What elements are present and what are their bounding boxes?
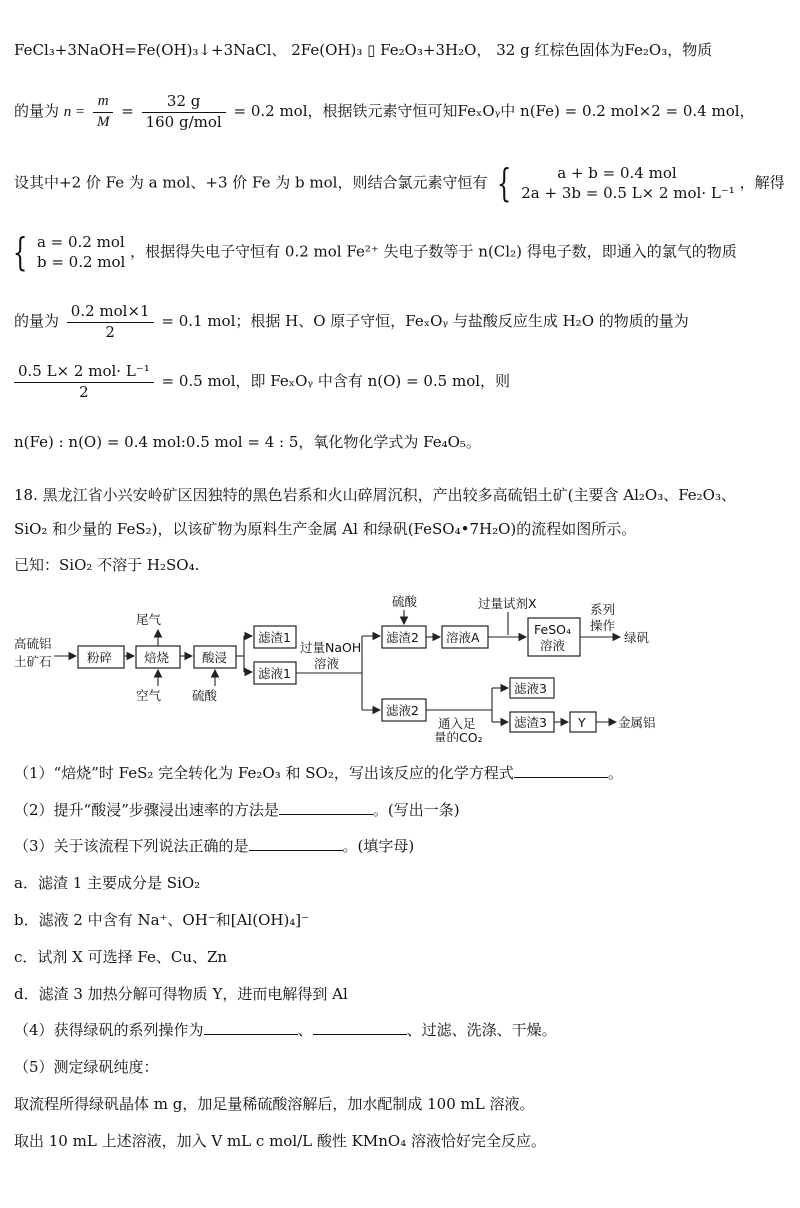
filtrate-1-label: 滤液1 <box>258 666 291 681</box>
option-c: c．试剂 X 可选择 Fe、Cu、Zn <box>14 948 228 966</box>
sub-question-3 <box>14 835 414 856</box>
answer-blank[interactable] <box>249 836 343 851</box>
fraction-numerator: m <box>93 92 114 113</box>
question-text: 。(写出一条) <box>372 801 460 819</box>
math-symbol: n = <box>63 104 86 120</box>
tail-gas-label: 尾气 <box>136 612 162 627</box>
option-b: b．滤液 2 中含有 Na⁺、OH⁻和[Al(OH)₄]⁻ <box>14 911 310 929</box>
process-flowchart <box>12 592 672 742</box>
question-text: （2）提升“酸浸”步骤浸出速率的方法是 <box>14 801 279 819</box>
fraction-denominator: 160 g/mol <box>145 112 222 131</box>
sub-question-5: （5）测定绿矾纯度： <box>14 1058 159 1076</box>
system-equation: 2a + 3b = 0.5 L× 2 mol· L⁻¹ <box>521 184 735 203</box>
raw-material-label: 土矿石 <box>14 654 52 669</box>
sub-question-1 <box>14 762 623 783</box>
question-text: 。(填字母) <box>342 837 415 855</box>
solution-text: = 0.5 mol，即 FeₓOᵧ 中含有 n(O) = 0.5 mol，则 <box>161 372 511 390</box>
answer-blank[interactable] <box>279 800 373 815</box>
solution-text: 设其中+2 价 Fe 为 a mol、+3 价 Fe 为 b mol，则结合氯元素守恒有 <box>14 173 488 192</box>
solution-text: 32 g 红棕色固体为Fe₂O₃，物质 <box>496 41 713 59</box>
air-label: 空气 <box>136 688 162 703</box>
filtrate-2-label: 滤液2 <box>386 703 419 718</box>
series-ops-label: 系列 <box>590 602 616 617</box>
solution-text: ，解得 <box>739 173 785 192</box>
solution-line-1 <box>14 40 712 61</box>
system-equation: b = 0.2 mol <box>36 253 126 272</box>
solution-text: = 0.1 mol；根据 H、O 原子守恒，FeₓOᵧ 与盐酸反应生成 H₂O 的物质的量为 <box>161 312 689 330</box>
left-brace-icon: { <box>12 230 28 275</box>
solution-line-3 <box>14 163 785 204</box>
fraction-water-moles <box>14 362 154 402</box>
sub-question-4 <box>14 1019 557 1040</box>
fraction-mass-over-molar-mass <box>142 92 226 132</box>
sulfuric-acid-label: 硫酸 <box>392 594 418 609</box>
question-text: （4）获得绿矾的系列操作为 <box>14 1021 204 1039</box>
fraction-m-over-M <box>93 92 114 132</box>
fraction-denominator: 2 <box>79 382 89 401</box>
equation-system <box>521 163 735 204</box>
equation-system <box>37 232 125 273</box>
series-ops-label: 操作 <box>590 618 616 633</box>
naoh-label: 溶液 <box>314 656 340 671</box>
sub-question-5-line-2: 取出 10 mL 上述溶液，加入 V mL c mol/L 酸性 KMnO₄ 溶液恰好完全反应。 <box>14 1132 546 1150</box>
system-equation: a = 0.2 mol <box>36 233 125 251</box>
aluminum-label: 金属铝 <box>618 715 656 730</box>
solution-text: ，根据得失电子守恒有 0.2 mol Fe²⁺ 失电子数等于 n(Cl₂) 得电子数，即通入的氯气的物质 <box>130 242 737 261</box>
naoh-label: 过量NaOH <box>300 640 362 655</box>
equation-2: 2Fe(OH)₃ ▯ Fe₂O₃+3H₂O， <box>291 41 492 59</box>
reagent-x-label: 过量试剂X <box>478 596 537 611</box>
equation-1: FeCl₃+3NaOH=Fe(OH)₃↓+3NaCl、 <box>14 41 287 59</box>
left-brace-icon: { <box>497 161 512 206</box>
question-text: 。 <box>607 764 623 782</box>
leach-label: 酸浸 <box>202 650 228 665</box>
question-text: （1）“焙烧”时 FeS₂ 完全转化为 Fe₂O₃ 和 SO₂，写出该反应的化学方程式 <box>14 764 514 782</box>
question-text: （3）关于该流程下列说法正确的是 <box>14 837 249 855</box>
fraction-numerator: 0.2 mol×1 <box>67 302 154 323</box>
answer-blank[interactable] <box>204 1020 298 1035</box>
fraction-numerator: 0.5 L× 2 mol· L⁻¹ <box>14 362 154 383</box>
option-a: a．滤渣 1 主要成分是 SiO₂ <box>14 874 201 892</box>
math-symbol: = <box>121 102 134 120</box>
question-text: 、过滤、洗涤、干燥。 <box>406 1021 557 1039</box>
solution-text: 的量为 <box>14 312 60 330</box>
answer-blank[interactable] <box>514 763 608 778</box>
solution-line-2 <box>14 92 755 132</box>
feso4-label: 溶液 <box>540 638 566 653</box>
question-stem-line-1: 18. 黑龙江省小兴安岭矿区因独特的黑色岩系和火山碎屑沉积，产出较多高硫铝土矿(主要含 Al₂O₃、Fe₂O₃、 <box>14 486 736 504</box>
raw-material-label: 高硫铝 <box>14 636 52 651</box>
answer-blank[interactable] <box>313 1020 407 1035</box>
solution-a-label: 溶液A <box>446 630 480 645</box>
feso4-label: FeSO₄ <box>534 622 571 637</box>
residue-1-label: 滤渣1 <box>258 630 291 645</box>
known-condition: 已知：SiO₂ 不溶于 H₂SO₄. <box>14 556 200 574</box>
fraction-denominator: M <box>96 113 110 130</box>
green-vitriol-label: 绿矾 <box>624 630 650 645</box>
sulfuric-acid-label: 硫酸 <box>192 688 218 703</box>
question-stem-line-2: SiO₂ 和少量的 FeS₂)，以该矿物为原料生产金属 Al 和绿矾(FeSO₄•7H₂O)的流程如图所示。 <box>14 520 637 538</box>
system-equation: a + b = 0.4 mol <box>557 164 677 182</box>
co2-label: 通入足 <box>438 716 476 731</box>
crush-label: 粉碎 <box>87 650 113 665</box>
residue-3-label: 滤渣3 <box>514 715 547 730</box>
solution-line-4 <box>14 232 737 273</box>
filtrate-3-label: 滤液3 <box>514 681 547 696</box>
fraction-chlorine-moles <box>67 302 154 342</box>
solution-line-5 <box>14 302 689 342</box>
y-label: Y <box>578 715 586 730</box>
fraction-numerator: 32 g <box>142 92 226 113</box>
sub-question-2 <box>14 799 460 820</box>
fraction-denominator: 2 <box>105 322 115 341</box>
residue-2-label: 滤渣2 <box>386 630 419 645</box>
solution-text: 的量为 <box>14 102 60 120</box>
solution-line-7: n(Fe) : n(O) = 0.4 mol:0.5 mol = 4 : 5，氧化物化学式为 Fe₄O₅。 <box>14 433 481 451</box>
option-d: d．滤渣 3 加热分解可得物质 Y，进而电解得到 Al <box>14 985 348 1003</box>
roast-label: 焙烧 <box>144 650 170 665</box>
sub-question-5-line-1: 取流程所得绿矾晶体 m g，加足量稀硫酸溶解后，加水配制成 100 mL 溶液。 <box>14 1095 535 1113</box>
question-text: 、 <box>297 1021 313 1039</box>
solution-line-6 <box>14 362 510 402</box>
co2-label: 量的CO₂ <box>434 730 483 742</box>
solution-text: = 0.2 mol，根据铁元素守恒可知FeₓOᵧ中 n(Fe) = 0.2 mol×2 = 0.4 mol， <box>233 102 755 120</box>
